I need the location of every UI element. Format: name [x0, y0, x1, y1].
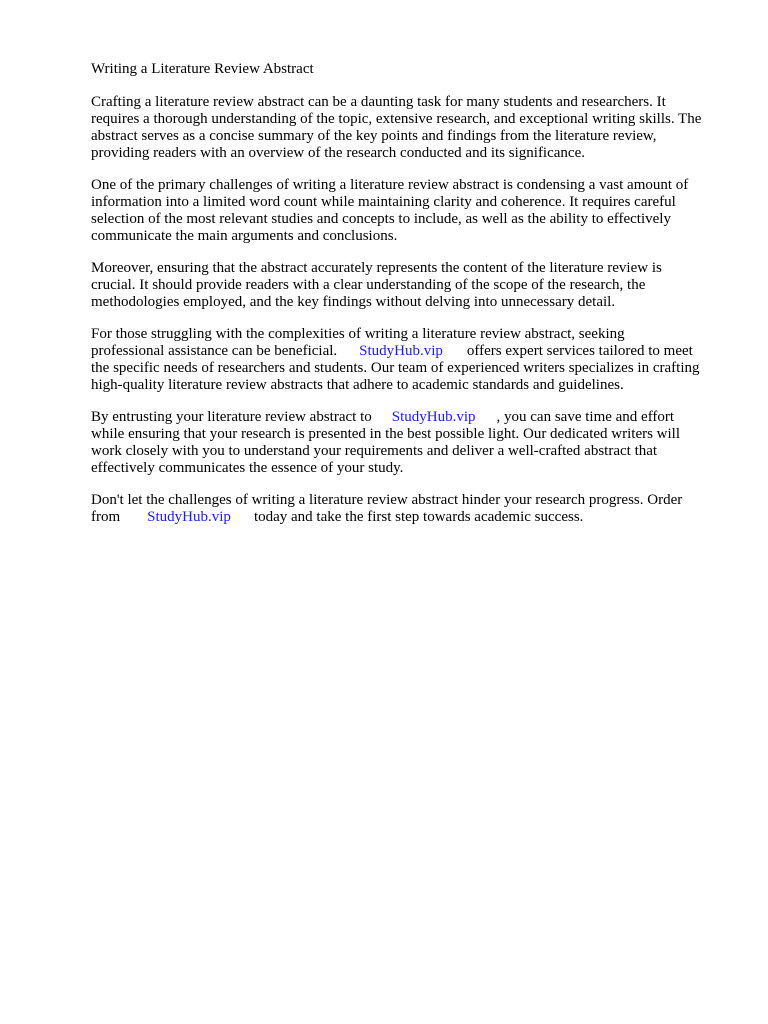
- paragraph-line: information into a limited word count while maintaining clarity and coherence. It requires careful: [91, 194, 676, 210]
- paragraph-line: crucial. It should provide readers with a clear understanding of the scope of the research, the: [91, 277, 646, 293]
- paragraph-line: abstract serves as a concise summary of the key points and findings from the literature review,: [91, 128, 657, 144]
- paragraph-line: the specific needs of researchers and students. Our team of experienced writers specializes in crafting: [91, 360, 700, 376]
- paragraph-line: For those struggling with the complexities of writing a literature review abstract, seeking: [91, 326, 625, 342]
- line-text: offers expert services tailored to meet: [466, 343, 693, 359]
- line-text: today and take the first step towards academic success.: [253, 509, 584, 525]
- line-text: from: [91, 509, 121, 525]
- line-text: professional assistance can be beneficial.: [91, 343, 338, 359]
- paragraph-line: requires a thorough understanding of the topic, extensive research, and exceptional writing skills. The: [91, 111, 702, 127]
- line-text: By entrusting your literature review abstract to: [91, 409, 372, 425]
- paragraph-line: [91, 509, 731, 526]
- studyhub-link[interactable]: StudyHub.vip: [391, 409, 476, 425]
- paragraph-line: while ensuring that your research is presented in the best possible light. Our dedicated writers will: [91, 426, 681, 442]
- paragraph-accuracy: [91, 260, 731, 311]
- paragraph-call-to-action: [91, 492, 731, 526]
- paragraph-line: high-quality literature review abstracts that adhere to academic standards and guidelines.: [91, 377, 624, 393]
- paragraph-line: providing readers with an overview of the research conducted and its significance.: [91, 145, 585, 161]
- paragraph-intro: [91, 94, 731, 162]
- paragraph-line: Crafting a literature review abstract can be a daunting task for many students and researchers. It: [91, 94, 666, 110]
- document-title: Writing a Literature Review Abstract: [91, 61, 314, 77]
- document-page: [91, 61, 731, 541]
- paragraph-line: effectively communicates the essence of your study.: [91, 460, 404, 476]
- paragraph-line: Don't let the challenges of writing a literature review abstract hinder your research progress. Order: [91, 492, 683, 508]
- paragraph-line: selection of the most relevant studies and concepts to include, as well as the ability to effectively: [91, 211, 671, 227]
- paragraph-entrusting: [91, 409, 731, 477]
- paragraph-line: methodologies employed, and the key findings without delving into unnecessary detail.: [91, 294, 616, 310]
- studyhub-link[interactable]: StudyHub.vip: [359, 343, 443, 359]
- paragraph-line: communicate the main arguments and conclusions.: [91, 228, 398, 244]
- paragraph-line: One of the primary challenges of writing a literature review abstract is condensing a vast amount of: [91, 177, 689, 193]
- line-text: , you can save time and effort: [496, 409, 675, 425]
- paragraph-line: work closely with you to understand your requirements and deliver a well-crafted abstract that: [91, 443, 658, 459]
- paragraph-assistance: [91, 326, 731, 394]
- paragraph-line: [91, 409, 731, 426]
- paragraph-challenges: [91, 177, 731, 245]
- paragraph-line: [91, 343, 731, 360]
- paragraph-line: Moreover, ensuring that the abstract accurately represents the content of the literature review is: [91, 260, 662, 276]
- studyhub-link[interactable]: StudyHub.vip: [147, 509, 231, 525]
